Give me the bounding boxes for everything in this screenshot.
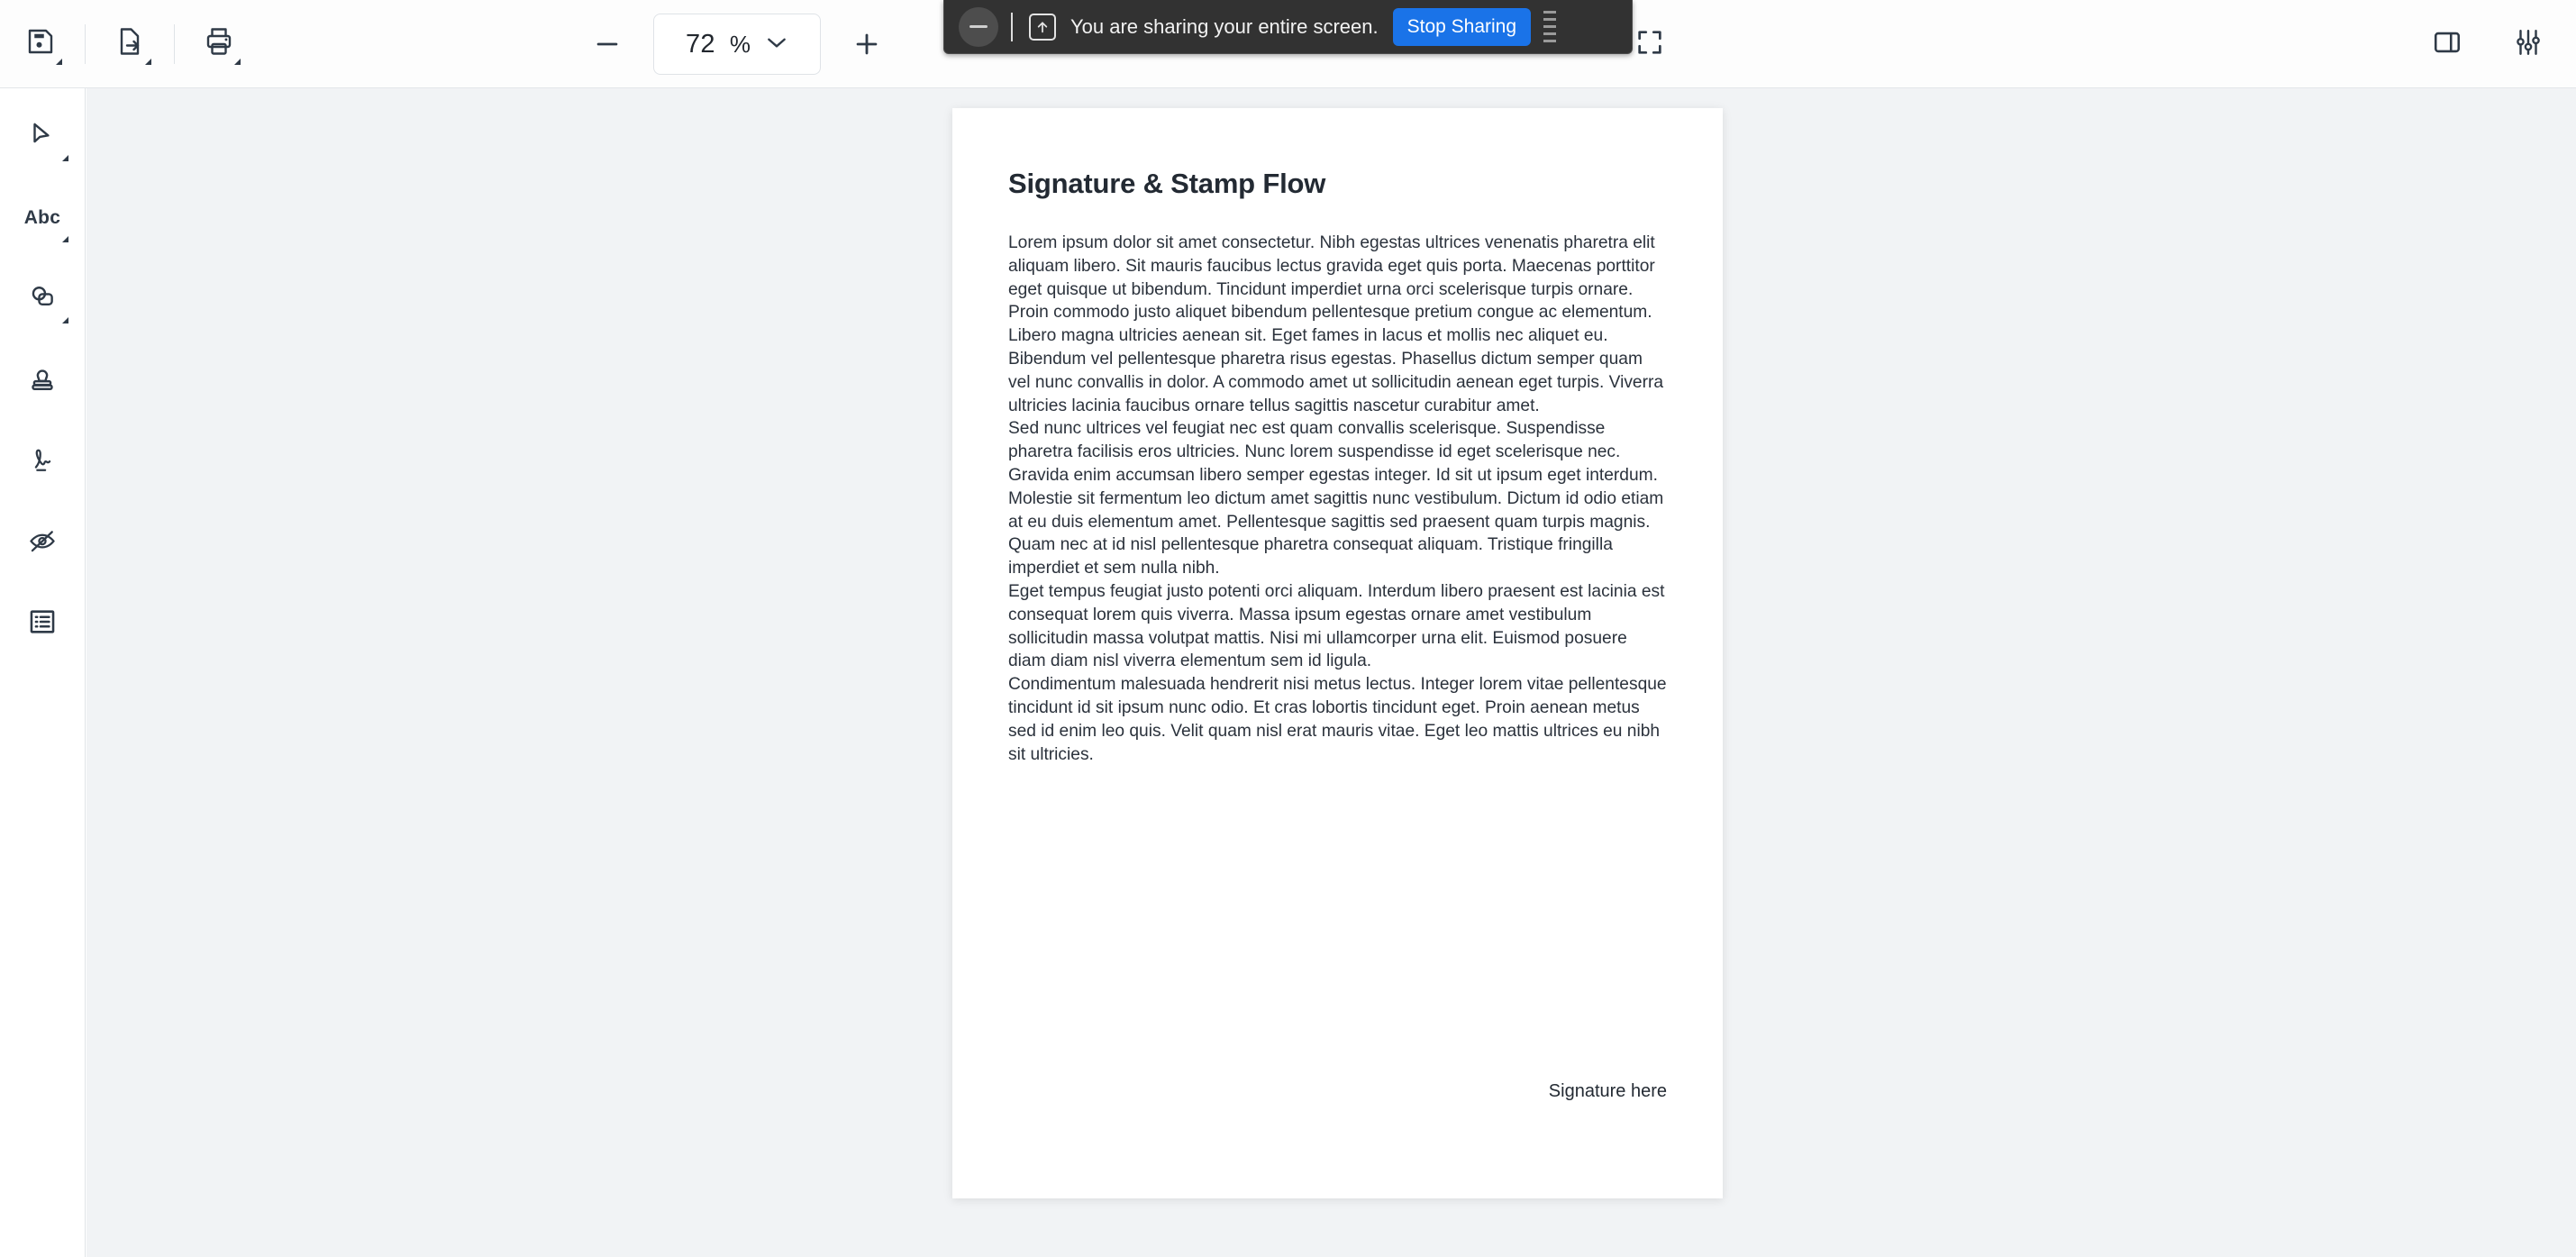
- paragraph-1: Lorem ipsum dolor sit amet consectetur. Nibh egestas ultrices venenatis pharetra elit aliquam libero. Sit mauris faucibus lectus gravida eget quis porta. Maecenas porttitor eget quisque ut bibendum. Tincidunt imperdiet urna orci scelerisque turpis ornare. Proin commodo justo aliquet bibendum pellentesque pretium congue ac elementum. Libero magna ultricies aenean sit. Eget fames in lacus et mollis nec aliquet eu. Bibendum vel pellentesque pharetra risus egestas. Phasellus dictum semper quam vel nunc convallis in dolor. A commodo amet ut sollicitudin aenean eget turpis. Viverra ultricies lacinia faucibus ornare tellus sagittis nascetur curabitur amet.: [1008, 233, 1664, 415]
- sliders-icon: [2513, 27, 2544, 62]
- settings-button[interactable]: [2500, 16, 2556, 72]
- minimize-button[interactable]: [959, 7, 998, 47]
- split-panel-icon: [2432, 27, 2462, 62]
- share-message: You are sharing your entire screen.: [1070, 14, 1379, 38]
- toolbar-right-group: [2419, 0, 2556, 88]
- sidebar-item-shapes[interactable]: [14, 270, 71, 328]
- zoom-in-button[interactable]: [841, 18, 893, 70]
- page-content: [952, 108, 1723, 766]
- text-abc-icon: Abc: [23, 207, 61, 228]
- export-document-icon: [114, 25, 146, 62]
- stamp-icon: [27, 363, 58, 398]
- save-floppy-icon: [24, 25, 57, 62]
- print-dropdown-caret-icon[interactable]: [234, 59, 241, 65]
- fit-to-screen-icon: [1634, 27, 1665, 62]
- left-tool-sidebar: [0, 88, 86, 1257]
- save-button[interactable]: [13, 16, 68, 72]
- printer-icon: [203, 25, 235, 62]
- paragraph-4: Condimentum malesuada hendrerit nisi metus lectus. Integer lorem vitae pellentesque tincidunt id sit ipsum nunc odio. Et cras lobortis tincidunt eget. Proin aenean metus sed id enim leo quis. Velit quam nisl erat mauris vitae. Eget leo mattis ultrices eu nibh sit ultricies.: [1008, 675, 1667, 764]
- share-divider: [1011, 13, 1013, 41]
- document-page[interactable]: [952, 108, 1723, 1198]
- sidebar-item-form[interactable]: [14, 595, 71, 652]
- sidebar-item-select[interactable]: [14, 108, 71, 166]
- drag-grip-icon[interactable]: [1543, 11, 1556, 42]
- file-actions-group: [0, 16, 247, 72]
- zoom-level-select[interactable]: [653, 14, 821, 75]
- zoom-out-button[interactable]: [581, 18, 633, 70]
- document-canvas[interactable]: [86, 88, 2576, 1257]
- export-dropdown-caret-icon[interactable]: [145, 59, 151, 65]
- zoom-value: 72: [686, 29, 715, 59]
- screen-share-up-arrow-icon: [1029, 14, 1056, 41]
- shapes-icon: [27, 282, 58, 317]
- print-button[interactable]: [191, 16, 247, 72]
- save-dropdown-caret-icon[interactable]: [56, 59, 62, 65]
- toggle-sidebar-button[interactable]: [2419, 16, 2475, 72]
- toolbar-divider-1: [85, 24, 86, 64]
- export-button[interactable]: [102, 16, 158, 72]
- paragraph-3: Eget tempus feugiat justo potenti orci aliquam. Interdum libero praesent est lacinia est consequat lorem quis viverra. Massa ipsum egestas ornare amet vestibulum sollicitudin massa volutpat mattis. Nisi mi ullamcorper urna elit. Euismod posuere diam diam nisl viverra elementum sem id ligula.: [1008, 581, 1665, 671]
- select-dropdown-caret-icon[interactable]: [62, 155, 68, 161]
- chevron-down-icon[interactable]: [765, 34, 788, 55]
- sidebar-item-text[interactable]: [14, 189, 71, 247]
- shapes-dropdown-caret-icon[interactable]: [62, 317, 68, 323]
- stop-sharing-button[interactable]: Stop Sharing: [1393, 8, 1531, 46]
- signature-placeholder[interactable]: Signature here: [1548, 1081, 1667, 1101]
- pointer-cursor-icon: [27, 120, 58, 155]
- screen-share-notification[interactable]: [943, 0, 1633, 54]
- sidebar-item-redact[interactable]: [14, 514, 71, 571]
- paragraph-2: Sed nunc ultrices vel feugiat nec est quam convallis scelerisque. Suspendisse pharetra facilisis eros ultricies. Nunc lorem suspendisse id eget scelerisque nec. Gravida enim accumsan libero semper egestas integer. Id sit ut ipsum eget interdum. Molestie sit fermentum leo dictum amet sagittis nunc vestibulum. Dictum id odio etiam at eu duis elementum amet. Pellentesque sagittis sed praesent quam turpis magnis. Quam nec at id nisl pellentesque pharetra consequat aliquam. Tristique fringilla imperdiet et sem nulla nibh.: [1008, 419, 1664, 578]
- page-title: Signature & Stamp Flow: [1008, 168, 1326, 199]
- text-dropdown-caret-icon[interactable]: [62, 236, 68, 242]
- form-list-icon: [27, 606, 58, 642]
- sidebar-item-stamp[interactable]: [14, 351, 71, 409]
- sidebar-item-signature[interactable]: [14, 433, 71, 490]
- toolbar-divider-2: [174, 24, 175, 64]
- eye-slash-icon: [27, 525, 58, 560]
- zoom-controls: [581, 0, 893, 88]
- minimize-icon: [969, 25, 988, 28]
- zoom-unit: %: [729, 30, 751, 58]
- signature-icon: [27, 444, 58, 479]
